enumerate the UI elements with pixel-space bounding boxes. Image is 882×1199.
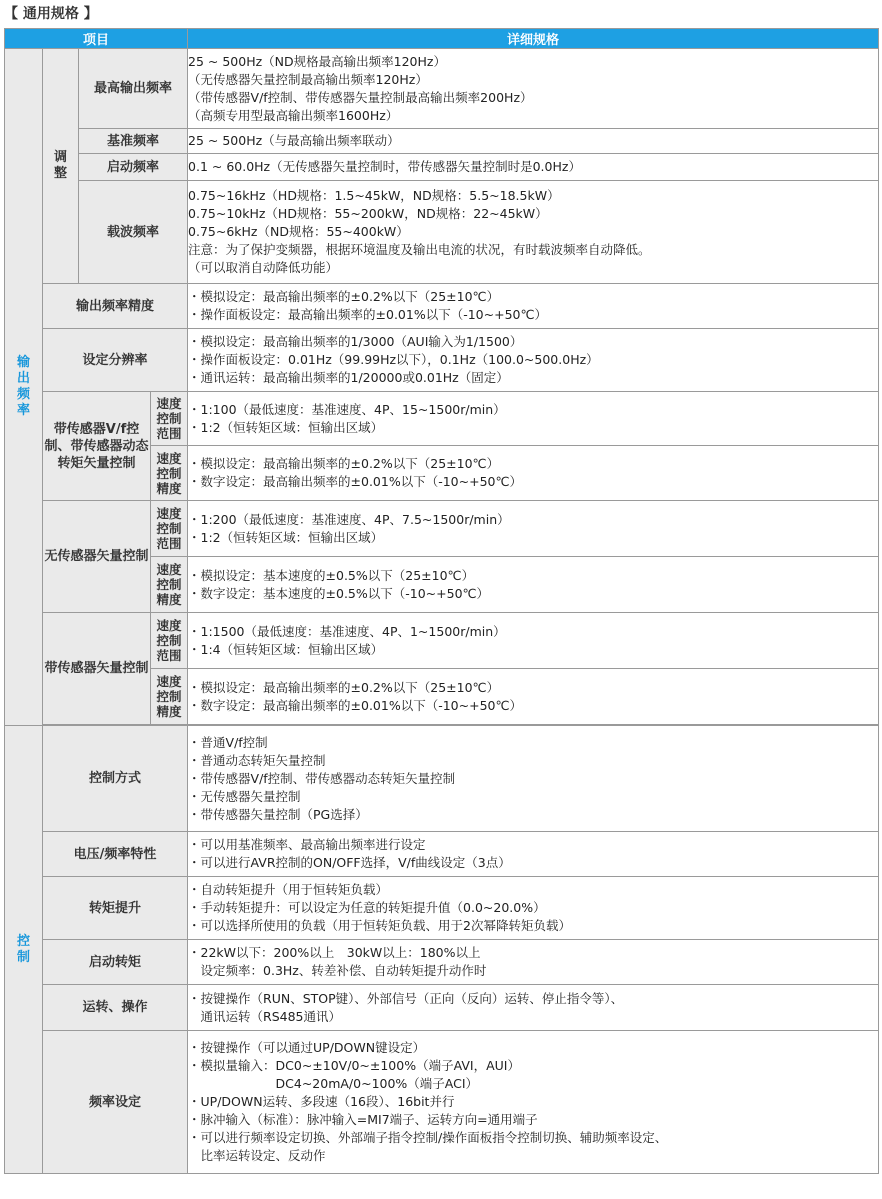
detail-line: ・通讯运转：最高输出频率的1/20000或0.01Hz（固定） bbox=[188, 370, 509, 385]
item-carrier-frequency: 载波频率 bbox=[79, 181, 188, 284]
detail-line: （带传感器V/f控制、带传感器矢量控制最高输出频率200Hz） bbox=[188, 89, 533, 105]
detail-line: ・数字设定：最高输出频率的±0.01%以下（-10~+50℃） bbox=[188, 474, 523, 489]
detail-line: ・数字设定：最高输出频率的±0.01%以下（-10~+50℃） bbox=[188, 697, 523, 713]
detail-torque-boost bbox=[188, 877, 879, 940]
detail-line: ・1:2（恒转矩区域：恒输出区域） bbox=[188, 419, 384, 435]
detail-line: （可以取消自动降低功能） bbox=[188, 260, 339, 275]
detail-line: 设定频率：0.3Hz、转差补偿、自动转矩提升动作时 bbox=[188, 963, 487, 978]
detail-line: ・模拟设定：最高输出频率的±0.2%以下（25±10℃） bbox=[188, 289, 500, 304]
row-label-speed-range: 速度控制范围 bbox=[151, 392, 188, 446]
detail-operation bbox=[188, 985, 879, 1031]
table-row bbox=[5, 501, 879, 557]
detail-max-output-frequency bbox=[188, 49, 879, 129]
detail-line: ・可以选择所使用的负载（用于恒转矩负载、用于2次幂降转矩负载） bbox=[188, 918, 571, 933]
item-torque-boost: 转矩提升 bbox=[43, 877, 188, 940]
detail-line: 注意：为了保护变频器，根据环境温度及输出电流的状况，有时载波频率自动降低。 bbox=[188, 242, 651, 257]
detail-line: ・脉冲输入（标准）：脉冲输入=MI7端子、运转方向=通用端子 bbox=[188, 1112, 538, 1127]
category-control: 控 制 bbox=[5, 726, 43, 1174]
detail-line: ・按键操作（可以通过UP/DOWN键设定） bbox=[188, 1040, 426, 1055]
spec-table bbox=[4, 28, 879, 1174]
detail-line: ・可以进行AVR控制的ON/OFF选择，V/f曲线设定（3点） bbox=[188, 855, 511, 870]
detail-line: 0.1 ~ 60.0Hz（无传感器矢量控制时，带传感器矢量控制时是0.0Hz） bbox=[188, 159, 581, 174]
table-row bbox=[5, 49, 879, 129]
item-base-frequency: 基准频率 bbox=[79, 129, 188, 154]
detail-control-method bbox=[188, 726, 879, 832]
detail-output-accuracy bbox=[188, 284, 879, 329]
detail-line: ・普通V/f控制 bbox=[188, 734, 268, 750]
detail-speed-range bbox=[188, 501, 879, 557]
table-row bbox=[5, 726, 879, 832]
detail-line: 25 ~ 500Hz（ND规格最高输出频率120Hz） bbox=[188, 53, 446, 69]
table-row bbox=[5, 154, 879, 181]
detail-line: ・手动转矩提升：可以设定为任意的转矩提升值（0.0~20.0%） bbox=[188, 900, 546, 915]
detail-base-frequency bbox=[188, 129, 879, 154]
detail-line: ・可以用基准频率、最高输出频率进行设定 bbox=[188, 837, 426, 852]
table-row bbox=[5, 392, 879, 446]
detail-starting-torque bbox=[188, 940, 879, 985]
detail-carrier-frequency bbox=[188, 181, 879, 284]
detail-vf-characteristic bbox=[188, 832, 879, 877]
table-row bbox=[5, 877, 879, 940]
detail-line: ・模拟设定：最高输出频率的±0.2%以下（25±10℃） bbox=[188, 456, 500, 471]
detail-line: ・自动转矩提升（用于恒转矩负载） bbox=[188, 882, 389, 897]
detail-line: ・带传感器矢量控制（PG选择） bbox=[188, 806, 368, 822]
row-label-speed-accuracy: 速度控制精度 bbox=[151, 446, 188, 501]
detail-line: ・带传感器V/f控制、带传感器动态转矩矢量控制 bbox=[188, 770, 456, 786]
detail-line: （高频专用型最高输出频率1600Hz） bbox=[188, 107, 399, 123]
detail-line: ・1:200（最低速度：基准速度、4P、7.5~1500r/min） bbox=[188, 511, 510, 527]
row-label-speed-accuracy: 速度控制精度 bbox=[151, 669, 188, 725]
detail-line: ・1:2（恒转矩区域：恒输出区域） bbox=[188, 529, 384, 545]
header-detail: 详细规格 bbox=[188, 29, 879, 49]
detail-line: ・可以进行频率设定切换、外部端子指令控制/操作面板指令控制切换、辅助频率设定、 bbox=[188, 1130, 668, 1145]
detail-line: ・22kW以下：200%以上 30kW以上：180%以上 bbox=[188, 945, 481, 960]
detail-speed-accuracy bbox=[188, 669, 879, 725]
table-row bbox=[5, 613, 879, 669]
detail-line: 25 ~ 500Hz（与最高输出频率联动） bbox=[188, 133, 400, 148]
detail-line: ・1:4（恒转矩区域：恒输出区域） bbox=[188, 641, 384, 657]
detail-line: ・无传感器矢量控制 bbox=[188, 788, 301, 804]
detail-line: ・1:1500（最低速度：基准速度、4P、1~1500r/min） bbox=[188, 623, 506, 639]
detail-line: ・模拟设定：最高输出频率的±0.2%以下（25±10℃） bbox=[188, 679, 500, 695]
header-row bbox=[5, 29, 879, 49]
detail-line: ・模拟设定：最高输出频率的1/3000（AUI输入为1/1500） bbox=[188, 334, 523, 349]
item-vf-characteristic: 电压/频率特性 bbox=[43, 832, 188, 877]
table-row bbox=[5, 940, 879, 985]
table-row bbox=[5, 129, 879, 154]
item-output-accuracy: 输出频率精度 bbox=[43, 284, 188, 329]
table-row bbox=[5, 329, 879, 392]
section-title: 【 通用规格 】 bbox=[4, 6, 98, 22]
detail-line: 0.75~6kHz（ND规格：55~400kW） bbox=[188, 224, 409, 239]
detail-line: 比率运转设定、反动作 bbox=[188, 1148, 326, 1163]
item-starting-torque: 启动转矩 bbox=[43, 940, 188, 985]
row-label-speed-accuracy: 速度控制精度 bbox=[151, 557, 188, 613]
subcategory-adjust: 调 整 bbox=[43, 49, 79, 284]
detail-line: 0.75~10kHz（HD规格：55~200kW，ND规格：22~45kW） bbox=[188, 206, 548, 221]
group-name: 带传感器矢量控制 bbox=[43, 613, 151, 725]
detail-line: ・操作面板设定：最高输出频率的±0.01%以下（-10~+50℃） bbox=[188, 307, 548, 322]
row-label-speed-range: 速度控制范围 bbox=[151, 613, 188, 669]
detail-start-frequency bbox=[188, 154, 879, 181]
detail-line: ・UP/DOWN运转、多段速（16段）、16bit并行 bbox=[188, 1094, 455, 1109]
table-row bbox=[5, 985, 879, 1031]
detail-frequency-setting bbox=[188, 1031, 879, 1174]
detail-speed-accuracy bbox=[188, 446, 879, 501]
table-row bbox=[5, 181, 879, 284]
detail-setting-resolution bbox=[188, 329, 879, 392]
detail-speed-accuracy bbox=[188, 557, 879, 613]
item-start-frequency: 启动频率 bbox=[79, 154, 188, 181]
row-label-speed-range: 速度控制范围 bbox=[151, 501, 188, 557]
item-control-method: 控制方式 bbox=[43, 726, 188, 832]
detail-speed-range bbox=[188, 392, 879, 446]
detail-line: （无传感器矢量控制最高输出频率120Hz） bbox=[188, 71, 428, 87]
item-frequency-setting: 频率设定 bbox=[43, 1031, 188, 1174]
category-output-frequency: 输 出 频 率 bbox=[5, 49, 43, 726]
item-max-output-frequency: 最高输出频率 bbox=[79, 49, 188, 129]
group-name: 带传感器V/f控制、带传感器动态转矩矢量控制 bbox=[43, 392, 151, 501]
detail-line: ・按键操作（RUN、STOP键）、外部信号（正向（反向）运转、停止指令等）、 bbox=[188, 990, 624, 1006]
detail-line: ・模拟量输入：DC0~±10V/0~±100%（端子AVI，AUI） bbox=[188, 1058, 520, 1073]
item-setting-resolution: 设定分辨率 bbox=[43, 329, 188, 392]
table-row bbox=[5, 832, 879, 877]
group-name: 无传感器矢量控制 bbox=[43, 501, 151, 613]
detail-line: DC4~20mA/0~100%（端子ACI） bbox=[188, 1076, 479, 1091]
detail-line: ・数字设定：基本速度的±0.5%以下（-10~+50℃） bbox=[188, 585, 490, 601]
detail-line: ・操作面板设定：0.01Hz（99.99Hz以下），0.1Hz（100.0~500.0Hz） bbox=[188, 352, 599, 367]
table-row bbox=[5, 284, 879, 329]
detail-line: 通讯运转（RS485通讯） bbox=[188, 1008, 341, 1024]
table-row bbox=[5, 1031, 879, 1174]
detail-line: ・模拟设定：基本速度的±0.5%以下（25±10℃） bbox=[188, 567, 475, 583]
detail-line: ・普通动态转矩矢量控制 bbox=[188, 752, 326, 768]
detail-line: 0.75~16kHz（HD规格：1.5~45kW，ND规格：5.5~18.5kW） bbox=[188, 188, 560, 203]
header-item: 项目 bbox=[5, 29, 188, 49]
item-operation: 运转、操作 bbox=[43, 985, 188, 1031]
detail-speed-range bbox=[188, 613, 879, 669]
detail-line: ・1:100（最低速度：基准速度、4P、15~1500r/min） bbox=[188, 401, 506, 417]
